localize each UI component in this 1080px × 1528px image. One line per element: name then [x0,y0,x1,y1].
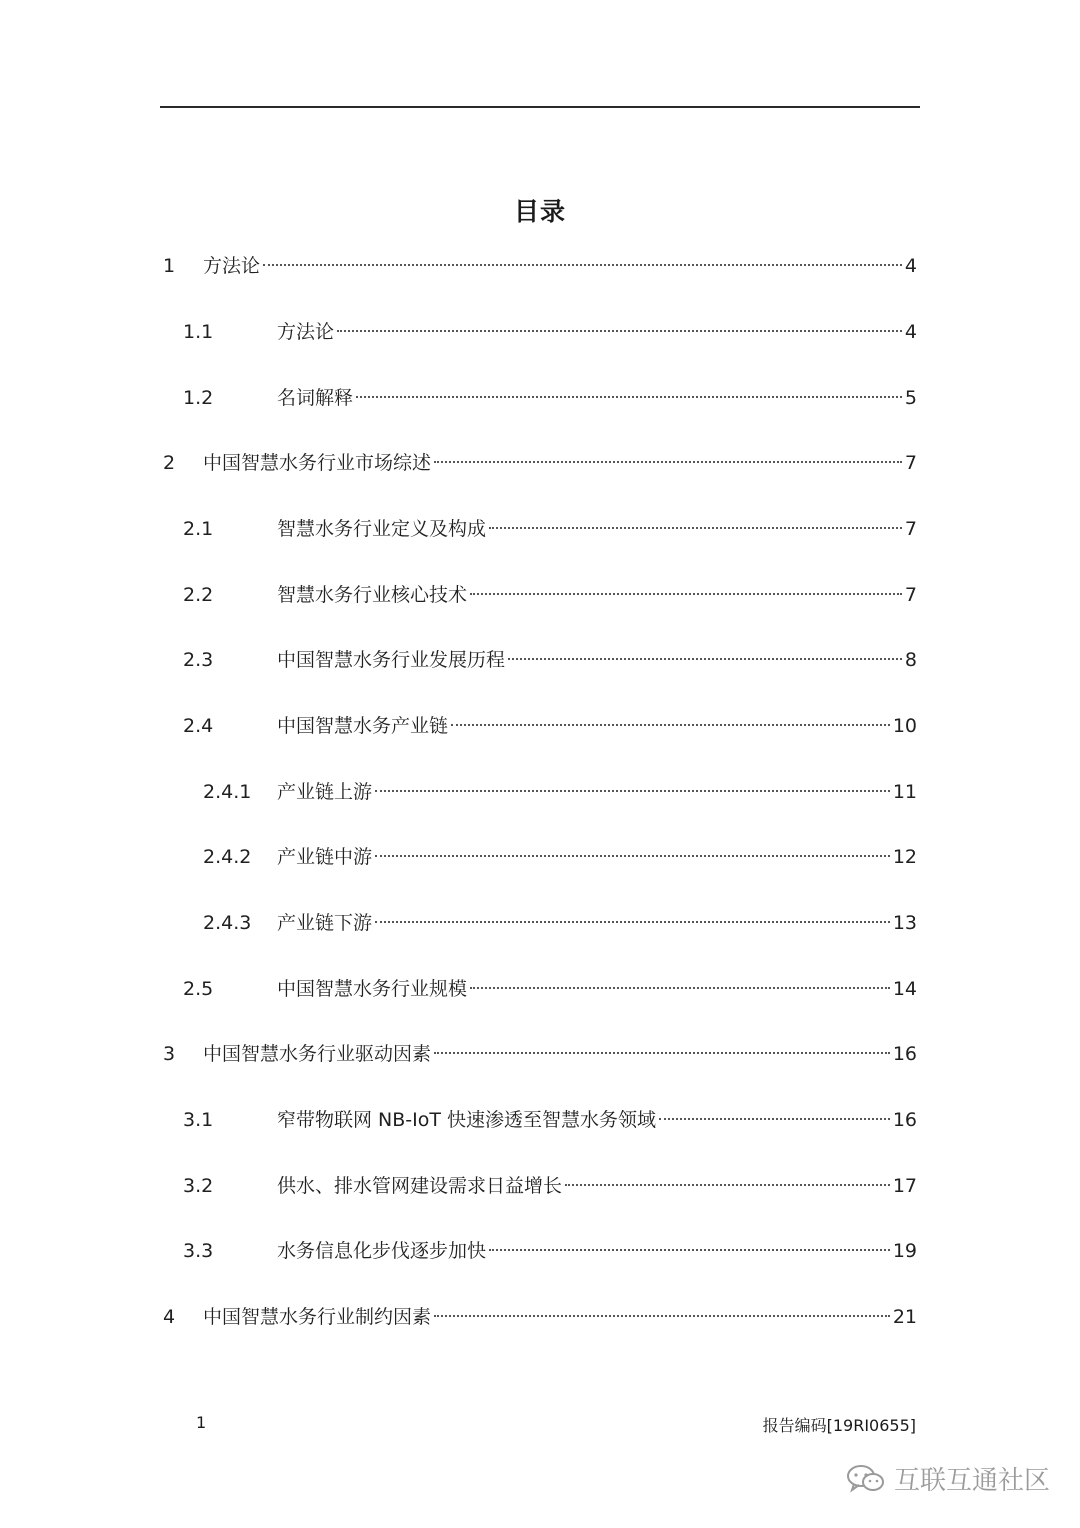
toc-entry-body [277,382,917,414]
toc-entry-page: 19 [892,1240,917,1262]
toc-entry-number: 1 [163,255,176,277]
toc-entry-text: 中国智慧水务行业市场综述 [203,452,432,474]
toc-entry-3-1[interactable] [183,1104,917,1136]
toc-entry-number: 3.2 [183,1175,214,1197]
footer-report-code: 报告编码[19RI0655] [762,1416,916,1435]
toc-entry-2-4-2[interactable] [203,841,917,873]
toc-entry-text: 产业链上游 [277,781,373,803]
toc-entry-2-3[interactable] [183,644,917,676]
toc-entry-text: 方法论 [277,321,335,343]
toc-entry-body [277,513,917,545]
toc-entry-2-2[interactable] [183,579,917,611]
toc-entry-number: 3.3 [183,1240,214,1262]
toc-entry-number: 3.1 [183,1109,214,1131]
watermark [846,1460,1050,1497]
toc-entry-2-1[interactable] [183,513,917,545]
toc-leader-dots [470,987,890,989]
toc-entry-text: 智慧水务行业定义及构成 [277,518,487,540]
toc-entry-text: 名词解释 [277,387,354,409]
toc-entry-number: 1.1 [183,321,214,343]
toc-leader-dots [434,1315,890,1317]
toc-entry-body [277,1170,917,1202]
toc-entry-page: 14 [892,978,917,1000]
toc-leader-dots [470,593,902,595]
toc-entry-3[interactable] [163,1038,917,1070]
footer-page-number: 1 [196,1413,207,1432]
toc-entry-number: 2.4.2 [203,846,252,868]
toc-entry-text: 中国智慧水务行业驱动因素 [203,1043,432,1065]
toc-entry-3-2[interactable] [183,1170,917,1202]
toc-entry-page: 11 [892,781,917,803]
toc-leader-dots [375,855,890,857]
toc-entry-1-1[interactable] [183,316,917,348]
toc-entry-body [277,907,917,939]
toc-entry-4[interactable] [163,1301,917,1333]
toc-leader-dots [263,264,902,266]
toc-leader-dots [337,330,902,332]
toc-entry-number: 2 [163,452,176,474]
toc-entry-page: 21 [892,1306,917,1328]
header-rule [160,106,920,108]
toc-entry-page: 4 [904,255,917,277]
toc-entry-text: 产业链下游 [277,912,373,934]
toc-entry-text: 中国智慧水务行业规模 [277,978,468,1000]
toc-entry-body [277,579,917,611]
toc-entry-page: 5 [904,387,917,409]
toc-entry-text: 方法论 [203,255,261,277]
toc-entry-2-5[interactable] [183,973,917,1005]
toc-entry-page: 13 [892,912,917,934]
toc-entry-body [277,644,917,676]
toc-entry-number: 2.4.3 [203,912,252,934]
toc-entry-body [277,1104,917,1136]
toc-entry-2-4-1[interactable] [203,776,917,808]
toc-entry-body [203,1301,917,1333]
toc-entry-2[interactable] [163,447,917,479]
toc-leader-dots [375,790,890,792]
toc-entry-text: 中国智慧水务行业发展历程 [277,649,506,671]
page-title: 目录 [513,197,566,226]
toc-entry-body [277,841,917,873]
toc-entry-1-2[interactable] [183,382,917,414]
toc-entry-page: 7 [904,584,917,606]
toc-entry-body [277,973,917,1005]
toc-entry-body [277,776,917,808]
toc-entry-text: 智慧水务行业核心技术 [277,584,468,606]
toc-leader-dots [489,1249,890,1251]
toc-leader-dots [434,461,902,463]
toc-entry-page: 7 [904,452,917,474]
toc-leader-dots [451,724,890,726]
toc-entry-2-4-3[interactable] [203,907,917,939]
toc-leader-dots [375,921,890,923]
toc-entry-page: 7 [904,518,917,540]
toc-entry-body [277,316,917,348]
toc-entry-text: 供水、排水管网建设需求日益增长 [277,1175,563,1197]
toc-leader-dots [659,1118,890,1120]
toc-entry-page: 10 [892,715,917,737]
toc-entry-page: 4 [904,321,917,343]
toc-entry-number: 2.4 [183,715,214,737]
toc-entry-text: 产业链中游 [277,846,373,868]
toc-entry-text: 水务信息化步伐逐步加快 [277,1240,487,1262]
toc-entry-2-4[interactable] [183,710,917,742]
toc-entry-number: 2.3 [183,649,214,671]
toc-entry-number: 4 [163,1306,176,1328]
toc-leader-dots [508,658,902,660]
toc-entry-body [203,250,917,282]
toc-entry-body [203,447,917,479]
toc-entry-number: 2.4.1 [203,781,252,803]
toc-leader-dots [489,527,902,529]
toc-entry-3-3[interactable] [183,1235,917,1267]
toc-entry-number: 2.2 [183,584,214,606]
watermark-text: 互联互通社区 [893,1466,1050,1496]
toc-entry-page: 16 [892,1109,917,1131]
toc-entry-page: 17 [892,1175,917,1197]
toc-entry-body [277,1235,917,1267]
toc-entry-number: 2.5 [183,978,214,1000]
toc-entry-text: 窄带物联网 NB-IoT 快速渗透至智慧水务领域 [277,1109,657,1131]
toc-leader-dots [565,1184,890,1186]
toc-entry-1[interactable] [163,250,917,282]
toc-entry-number: 3 [163,1043,176,1065]
toc-leader-dots [356,396,902,398]
toc-entry-number: 1.2 [183,387,214,409]
toc-entry-body [277,710,917,742]
toc-entry-body [203,1038,917,1070]
toc-entry-page: 8 [904,649,917,671]
toc-entry-text: 中国智慧水务行业制约因素 [203,1306,432,1328]
wechat-icon [846,1464,886,1494]
toc-leader-dots [434,1052,890,1054]
toc-entry-page: 12 [892,846,917,868]
toc-entry-page: 16 [892,1043,917,1065]
toc-entry-text: 中国智慧水务产业链 [277,715,449,737]
toc-entry-number: 2.1 [183,518,214,540]
